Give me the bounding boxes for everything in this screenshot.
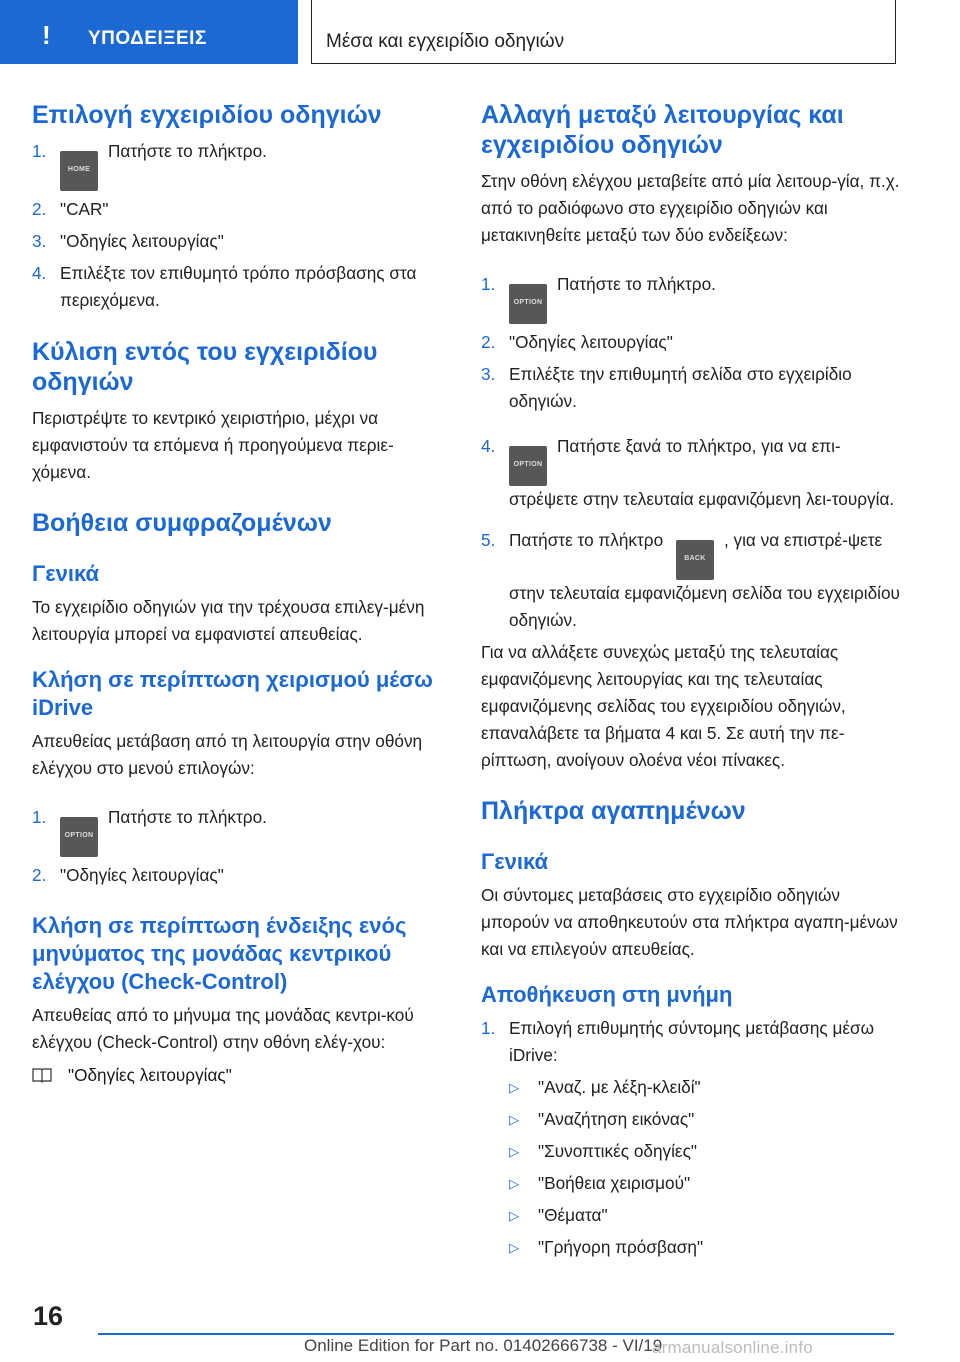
watermark-text: armanualsonline.info xyxy=(652,1338,813,1357)
list-item: ▷ "Αναζήτηση εικόνας" xyxy=(481,1106,901,1133)
paragraph: Το εγχειρίδιο οδηγιών για την τρέχουσα επιλεγ-μένη λειτουργία μπορεί να εμφανιστεί απευθείας. xyxy=(32,597,425,644)
subheading-general: Γενικά xyxy=(481,849,549,874)
list-item: 2. "Οδηγίες λειτουργίας" xyxy=(481,332,673,352)
list-item: 3. Επιλέξτε την επιθυμητή σελίδα στο εγχειρίδιο οδηγιών. xyxy=(481,364,852,411)
list-item: ▷ "Θέματα" xyxy=(481,1202,901,1229)
list-item: ▷ "Αναζ. με λέξη-κλειδί" xyxy=(481,1074,901,1101)
heading-select-manual: Επιλογή εγχειριδίου οδηγιών xyxy=(32,101,382,129)
shortcut-options xyxy=(481,1074,901,1261)
triangle-right-icon: ▷ xyxy=(509,1144,519,1159)
triangle-right-icon: ▷ xyxy=(509,1112,519,1127)
edition-text: Online Edition for Part no. 01402666738 - VI/19 xyxy=(304,1336,663,1355)
back-button-icon: BACK xyxy=(676,540,714,580)
right-column xyxy=(481,100,901,1266)
exclamation-icon: ! xyxy=(42,20,51,50)
list-item: 1. HOMEΠατήστε το πλήκτρο. xyxy=(32,138,452,191)
triangle-right-icon: ▷ xyxy=(509,1240,519,1255)
paragraph: Οι σύντομες μεταβάσεις στο εγχειρίδιο οδηγιών μπορούν να αποθηκευτούν στα πλήκτρα αγαπη-μένων και να επιλεγούν απευθείας. xyxy=(481,885,898,959)
list-item: 1. Επιλογή επιθυμητής σύντομης μετάβασης μέσω iDrive: xyxy=(481,1018,875,1065)
heading-context-help: Βοήθεια συμφραζομένων xyxy=(32,509,332,537)
paragraph: Στην οθόνη ελέγχου μεταβείτε από μία λειτουρ-γία, π.χ. από το ραδιόφωνο στο εγχειρίδιο οδηγιών και μετακινηθείτε μεταξύ των δύο ενδείξεων: xyxy=(481,171,900,245)
list-item: 2. "CAR" xyxy=(32,199,109,219)
paragraph: Απευθείας μετάβαση από τη λειτουργία στην οθόνη ελέγχου στο μενού επιλογών: xyxy=(32,731,423,778)
section-title: ΥΠΟΔΕΙΞΕΙΣ xyxy=(88,28,207,49)
home-button-icon: HOME xyxy=(60,151,98,191)
steps-idrive-call xyxy=(32,804,452,889)
paragraph: Περιστρέψτε το κεντρικό χειριστήριο, μέχρι να εμφανιστούν τα επόμενα ή προηγούμενα περιε-χόμενα. xyxy=(32,408,394,482)
list-item: 4. OPTIONΠατήστε ξανά το πλήκτρο, για να επι-στρέψετε στην τελευταία εμφανιζόμενη λει-τουργία. xyxy=(481,436,895,509)
list-item: ▷ "Συνοπτικές οδηγίες" xyxy=(481,1138,901,1165)
chapter-header xyxy=(311,0,896,64)
list-item: 3. "Οδηγίες λειτουργίας" xyxy=(32,231,224,251)
list-item: ▷ "Βοήθεια χειρισμού" xyxy=(481,1170,901,1197)
footer-divider xyxy=(98,1333,894,1335)
paragraph: Για να αλλάξετε συνεχώς μεταξύ της τελευταίας εμφανιζόμενης λειτουργίας και της τελευταίας εμφανιζόμενης σελίδας του εγχειριδίου οδηγιών, επαναλάβετε τα βήματα 4 και 5. Σε αυτή την πε-ρίπτωση, ανοίγουν ολοένα νέοι πίνακες. xyxy=(481,642,846,770)
chapter-title: Μέσα και εγχειρίδιο οδηγιών xyxy=(326,31,565,52)
subheading-idrive-call: Κλήση σε περίπτωση χειρισμού μέσω iDrive xyxy=(32,667,433,720)
heading-switch-function: Αλλαγή μεταξύ λειτουργίας και εγχειριδίου οδηγιών xyxy=(481,101,844,159)
triangle-right-icon: ▷ xyxy=(509,1208,519,1223)
section-header xyxy=(0,0,298,64)
list-item: 1. OPTIONΠατήστε το πλήκτρο. xyxy=(481,271,901,324)
list-item: 4. Επιλέξτε τον επιθυμητό τρόπο πρόσβασης στα περιεχόμενα. xyxy=(32,263,417,310)
option-button-icon: OPTION xyxy=(509,284,547,324)
option-button-icon: OPTION xyxy=(509,446,547,486)
triangle-right-icon: ▷ xyxy=(509,1176,519,1191)
heading-scroll-manual: Κύλιση εντός του εγχειριδίου οδηγιών xyxy=(32,338,378,396)
steps-select-manual xyxy=(32,138,452,314)
list-item: 2. "Οδηγίες λειτουργίας" xyxy=(32,865,224,885)
option-button-icon: OPTION xyxy=(60,817,98,857)
book-icon xyxy=(32,1067,52,1083)
triangle-right-icon: ▷ xyxy=(509,1080,519,1095)
steps-store xyxy=(481,1015,901,1069)
subheading-store: Αποθήκευση στη μνήμη xyxy=(481,982,733,1007)
manual-reference: "Οδηγίες λειτουργίας" xyxy=(32,1062,452,1089)
steps-switch xyxy=(481,271,901,634)
list-item: ▷ "Γρήγορη πρόσβαση" xyxy=(481,1234,901,1261)
list-item: 5. Πατήστε το πλήκτρο BACK, για να επιστρέ-ψετε στην τελευταία εμφανιζόμενη σελίδα του εγχειριδίου οδηγιών. xyxy=(481,530,900,630)
page-number: 16 xyxy=(33,1301,64,1331)
left-column xyxy=(32,100,452,1089)
subheading-check-control-call: Κλήση σε περίπτωση ένδειξης ενός μηνύματος της μονάδας κεντρικού ελέγχου (Check-Control) xyxy=(32,913,407,994)
list-item: 1. OPTIONΠατήστε το πλήκτρο. xyxy=(32,804,452,857)
paragraph: Απευθείας από το μήνυμα της μονάδας κεντρι-κού ελέγχου (Check-Control) στην οθόνη ελέγ-χου: xyxy=(32,1005,414,1052)
subheading-general: Γενικά xyxy=(32,561,100,586)
heading-favorite-buttons: Πλήκτρα αγαπημένων xyxy=(481,797,746,825)
